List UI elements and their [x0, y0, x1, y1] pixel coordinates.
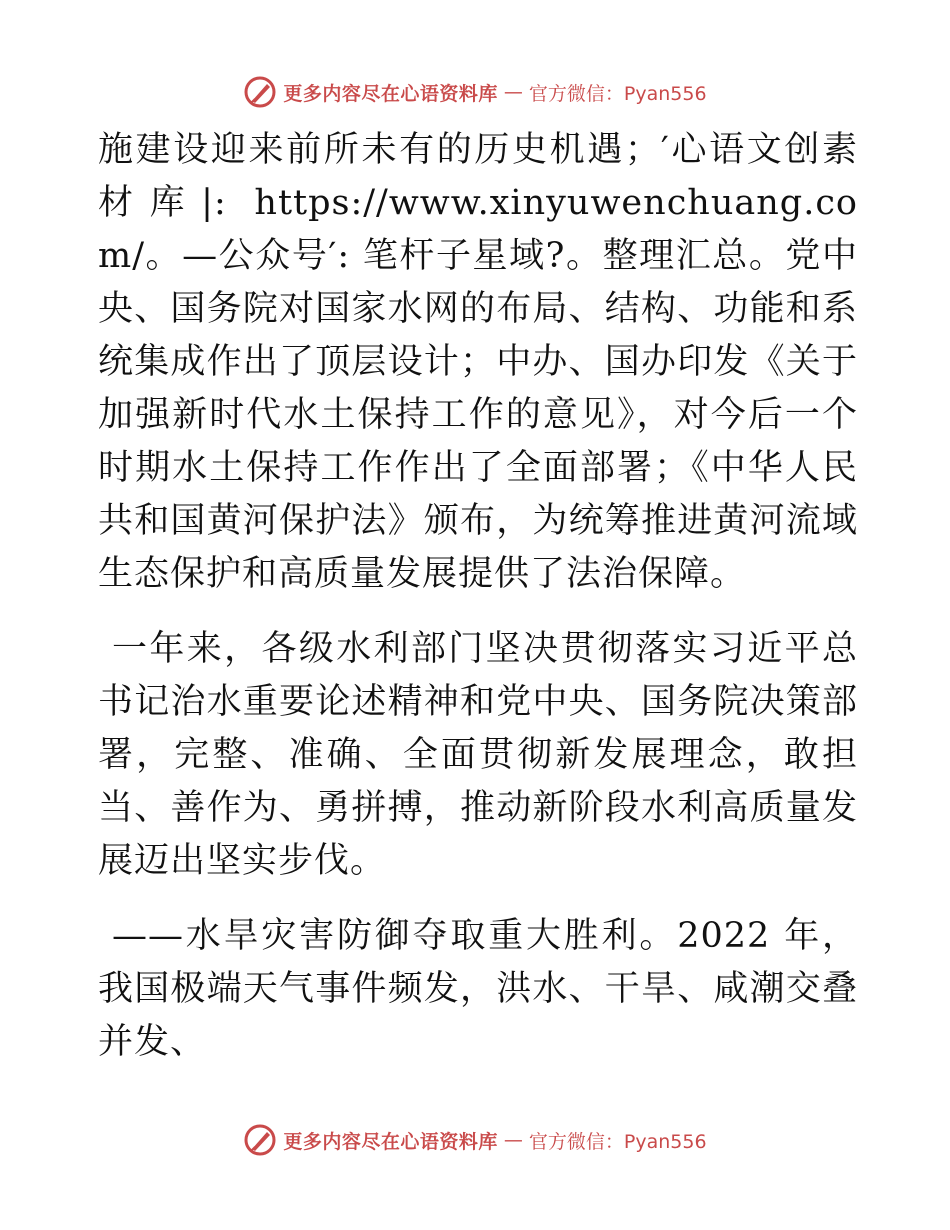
footer-brand-text: 更多内容尽在心语资料库 [283, 1130, 498, 1153]
footer-banner [0, 1120, 950, 1160]
paragraph-2: 一年来，各级水利部门坚决贯彻落实习近平总书记治水重要论述精神和党中央、国务院决策部署，完整、准确、全面贯彻新发展理念，敢担当、善作为、勇拼搏，推动新阶段水利高质量发展迈出坚实步伐。 [98, 629, 858, 881]
paragraph-1: 施建设迎来前所未有的历史机遇；′心语文创素材库|: https://www.xinyuwenchuang.com/。—公众号′: 笔杆子星域?。整理汇总。党中央、国务院对国家水网的布局、结构、功能和系统集成作出了顶层设计；中办、国办印发《关于加强新时代水土保持工作的意见》，对今后一个时期水土保持工作作出了全面部署；《中华人民共和国黄河保护法》颁布，为统筹推进黄河流域生态保护和高质量发展提供了法治保障。 [98, 130, 858, 594]
header-wechat-text: 官方微信：Pyan556 [528, 82, 707, 105]
quill-pen-logo-icon [243, 75, 277, 109]
footer-wechat-text: 官方微信：Pyan556 [528, 1130, 707, 1153]
quill-pen-logo-icon [243, 1123, 277, 1157]
header-brand-text: 更多内容尽在心语资料库 [283, 82, 498, 105]
header-banner [0, 72, 950, 112]
header-separator: — [503, 81, 523, 103]
paragraph-3: ——水旱灾害防御夺取重大胜利。2022 年，我国极端天气事件频发，洪水、干旱、咸潮交叠并发、 [98, 916, 858, 1062]
document-body [98, 124, 858, 1091]
footer-separator: — [503, 1129, 523, 1151]
